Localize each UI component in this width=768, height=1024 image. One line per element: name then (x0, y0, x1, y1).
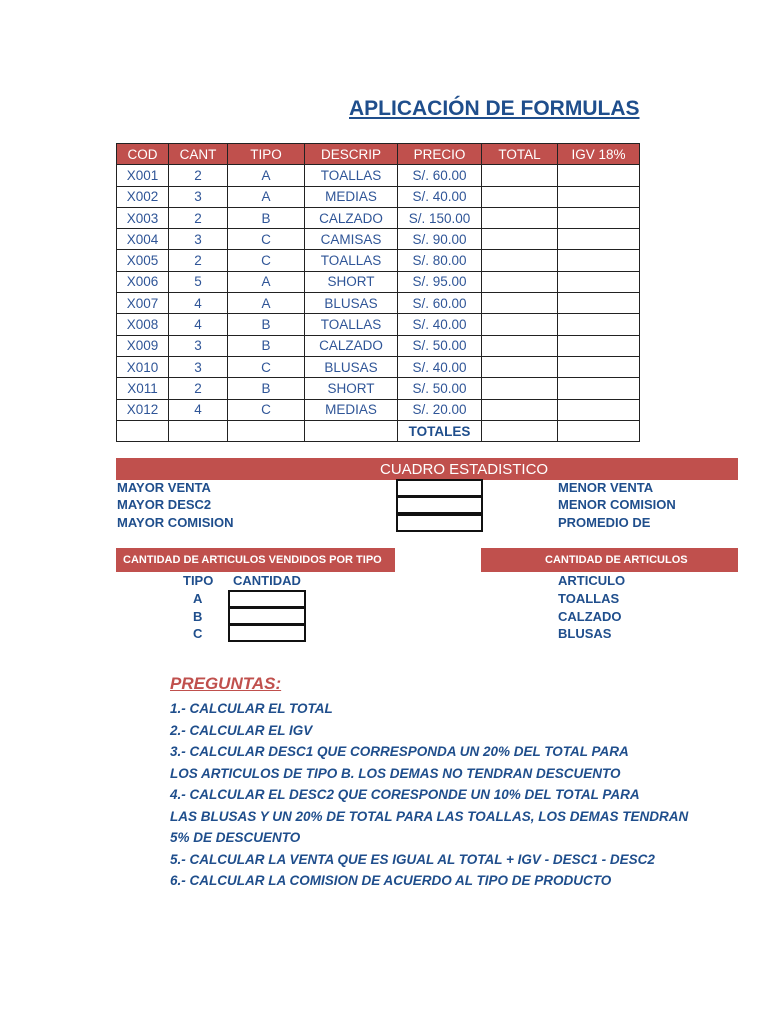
cell-cod[interactable]: X011 (117, 378, 169, 399)
col-header-total: TOTAL (482, 144, 558, 165)
cell-precio[interactable]: S/. 60.00 (398, 293, 482, 314)
cell-cod[interactable]: X002 (117, 186, 169, 207)
table-row (117, 314, 640, 335)
cell-cant[interactable]: 3 (169, 356, 228, 377)
by-type-col-tipo: TIPO (183, 573, 214, 588)
cell-total[interactable] (482, 165, 558, 186)
cell-descrip[interactable]: CALZADO (305, 207, 398, 228)
table-row (117, 186, 640, 207)
by-article-title: CANTIDAD DE ARTICULOS (545, 554, 688, 566)
question-line: 5% DE DESCUENTO (170, 830, 301, 845)
cell-precio[interactable]: S/. 50.00 (398, 378, 482, 399)
cell-igv[interactable] (558, 356, 640, 377)
cell-descrip[interactable]: BLUSAS (305, 356, 398, 377)
cell-total[interactable] (482, 378, 558, 399)
cell-cod[interactable]: X008 (117, 314, 169, 335)
cell-tipo[interactable]: C (228, 229, 305, 250)
col-header-precio: PRECIO (398, 144, 482, 165)
stat-label-mayor-comision: MAYOR COMISION (117, 515, 234, 530)
cell-total[interactable] (482, 271, 558, 292)
cell-precio[interactable]: S/. 20.00 (398, 399, 482, 420)
cell-total[interactable] (482, 356, 558, 377)
cell-cod[interactable]: X003 (117, 207, 169, 228)
stat-label-menor-venta: MENOR VENTA (558, 480, 654, 495)
cell-igv[interactable] (558, 271, 640, 292)
totals-cell[interactable] (558, 420, 640, 441)
cell-igv[interactable] (558, 378, 640, 399)
by-article-label-calzado: CALZADO (558, 609, 622, 624)
cell-cod[interactable]: X007 (117, 293, 169, 314)
cell-descrip[interactable]: TOALLAS (305, 250, 398, 271)
cell-tipo[interactable]: B (228, 335, 305, 356)
cell-cant[interactable]: 3 (169, 186, 228, 207)
table-row (117, 207, 640, 228)
cell-descrip[interactable]: CALZADO (305, 335, 398, 356)
cell-igv[interactable] (558, 293, 640, 314)
cell-cant[interactable]: 4 (169, 314, 228, 335)
cell-tipo[interactable]: A (228, 271, 305, 292)
cell-igv[interactable] (558, 207, 640, 228)
cell-total[interactable] (482, 399, 558, 420)
cell-tipo[interactable]: C (228, 399, 305, 420)
table-row (117, 378, 640, 399)
question-line: LAS BLUSAS Y UN 20% DE TOTAL PARA LAS TOALLAS, LOS DEMAS TENDRAN (170, 808, 689, 824)
cell-cant[interactable]: 5 (169, 271, 228, 292)
by-type-cell-a[interactable] (228, 590, 306, 608)
question-line: 6.- CALCULAR LA COMISION DE ACUERDO AL TIPO DE PRODUCTO (170, 873, 612, 888)
stat-cell-mayor-comision[interactable] (396, 514, 483, 532)
cell-cod[interactable]: X010 (117, 356, 169, 377)
cell-igv[interactable] (558, 229, 640, 250)
cell-descrip[interactable]: CAMISAS (305, 229, 398, 250)
table-row (117, 335, 640, 356)
cell-precio[interactable]: S/. 80.00 (398, 250, 482, 271)
stat-label-mayor-desc2: MAYOR DESC2 (117, 497, 212, 512)
cell-cod[interactable]: X006 (117, 271, 169, 292)
cell-precio[interactable]: S/. 40.00 (398, 186, 482, 207)
questions-heading: PREGUNTAS: (170, 674, 282, 693)
cell-precio[interactable]: S/. 40.00 (398, 356, 482, 377)
stat-label-mayor-venta: MAYOR VENTA (117, 480, 211, 495)
cell-total[interactable] (482, 293, 558, 314)
by-type-title: CANTIDAD DE ARTICULOS VENDIDOS POR TIPO (123, 554, 382, 566)
table-row (117, 250, 640, 271)
cell-precio[interactable]: S/. 95.00 (398, 271, 482, 292)
cell-descrip[interactable]: SHORT (305, 271, 398, 292)
question-line: 3.- CALCULAR DESC1 QUE CORRESPONDA UN 20% DEL TOTAL PARA (170, 744, 629, 759)
question-line: LOS ARTICULOS DE TIPO B. LOS DEMAS NO TENDRAN DESCUENTO (170, 765, 621, 781)
col-header-cod: COD (117, 144, 169, 165)
totals-cell[interactable] (305, 420, 398, 441)
cell-igv[interactable] (558, 314, 640, 335)
cell-igv[interactable] (558, 399, 640, 420)
stat-label-promedio: PROMEDIO DE (558, 515, 651, 530)
question-line: 1.- CALCULAR EL TOTAL (170, 701, 333, 716)
cell-descrip[interactable]: MEDIAS (305, 399, 398, 420)
cell-igv[interactable] (558, 165, 640, 186)
by-type-col-cantidad: CANTIDAD (233, 573, 301, 588)
cell-total[interactable] (482, 229, 558, 250)
by-type-title-bar (116, 548, 395, 572)
by-article-label-toallas: TOALLAS (558, 591, 620, 606)
cell-cant[interactable]: 4 (169, 399, 228, 420)
cell-precio[interactable]: S/. 40.00 (398, 314, 482, 335)
table-header-row (117, 144, 640, 165)
by-type-cell-c[interactable] (228, 624, 306, 642)
cell-descrip[interactable]: SHORT (305, 378, 398, 399)
cell-cant[interactable]: 3 (169, 335, 228, 356)
cell-cant[interactable]: 2 (169, 250, 228, 271)
table-row (117, 229, 640, 250)
cell-cod[interactable]: X001 (117, 165, 169, 186)
cell-tipo[interactable]: B (228, 207, 305, 228)
totals-cell[interactable] (169, 420, 228, 441)
totals-cell[interactable] (482, 420, 558, 441)
cell-cant[interactable]: 2 (169, 165, 228, 186)
by-article-col-articulo: ARTICULO (558, 573, 626, 588)
table-row (117, 271, 640, 292)
cell-cant[interactable]: 2 (169, 207, 228, 228)
cell-igv[interactable] (558, 186, 640, 207)
cell-total[interactable] (482, 335, 558, 356)
totals-cell[interactable] (117, 420, 169, 441)
cell-precio[interactable]: S/. 50.00 (398, 335, 482, 356)
cell-total[interactable] (482, 207, 558, 228)
table-row (117, 293, 640, 314)
cell-cod[interactable]: X004 (117, 229, 169, 250)
cell-tipo[interactable]: A (228, 186, 305, 207)
cell-tipo[interactable]: B (228, 378, 305, 399)
stat-label-menor-comision: MENOR COMISION (558, 497, 676, 512)
cell-igv[interactable] (558, 250, 640, 271)
cell-descrip[interactable]: TOALLAS (305, 165, 398, 186)
totals-label: TOTALES (398, 420, 482, 441)
by-type-label-b: B (193, 609, 203, 624)
by-article-title-bar (481, 548, 738, 572)
by-type-cell-b[interactable] (228, 607, 306, 625)
cell-tipo[interactable]: A (228, 293, 305, 314)
cell-descrip[interactable]: TOALLAS (305, 314, 398, 335)
col-header-cant: CANT (169, 144, 228, 165)
cell-tipo[interactable]: C (228, 250, 305, 271)
products-table (116, 143, 640, 442)
questions-list (170, 701, 689, 895)
totals-cell[interactable] (228, 420, 305, 441)
col-header-descrip: DESCRIP (305, 144, 398, 165)
by-article-label-blusas: BLUSAS (558, 626, 612, 641)
cell-cant[interactable]: 3 (169, 229, 228, 250)
page-title: APLICACIÓN DE FORMULAS (349, 97, 640, 120)
table-row (117, 399, 640, 420)
stats-title-bar (116, 458, 738, 480)
cell-total[interactable] (482, 186, 558, 207)
cell-tipo[interactable]: C (228, 356, 305, 377)
stat-cell-mayor-venta[interactable] (396, 479, 483, 497)
cell-descrip[interactable]: BLUSAS (305, 293, 398, 314)
table-row (117, 356, 640, 377)
cell-tipo[interactable]: B (228, 314, 305, 335)
cell-tipo[interactable]: A (228, 165, 305, 186)
cell-precio[interactable]: S/. 60.00 (398, 165, 482, 186)
stats-title: CUADRO ESTADISTICO (380, 461, 549, 478)
cell-precio[interactable]: S/. 90.00 (398, 229, 482, 250)
totals-row (117, 420, 640, 441)
by-type-label-c: C (193, 626, 203, 641)
cell-descrip[interactable]: MEDIAS (305, 186, 398, 207)
cell-precio[interactable]: S/. 150.00 (398, 207, 482, 228)
cell-cant[interactable]: 4 (169, 293, 228, 314)
question-line: 4.- CALCULAR EL DESC2 QUE CORESPONDE UN 10% DEL TOTAL PARA (170, 787, 640, 802)
table-row (117, 165, 640, 186)
by-type-label-a: A (193, 591, 203, 606)
stat-cell-mayor-desc2[interactable] (396, 496, 483, 514)
cell-total[interactable] (482, 314, 558, 335)
cell-igv[interactable] (558, 335, 640, 356)
col-header-igv: IGV 18% (558, 144, 640, 165)
cell-cod[interactable]: X005 (117, 250, 169, 271)
cell-cant[interactable]: 2 (169, 378, 228, 399)
col-header-tipo: TIPO (228, 144, 305, 165)
cell-cod[interactable]: X012 (117, 399, 169, 420)
question-line: 5.- CALCULAR LA VENTA QUE ES IGUAL AL TOTAL + IGV - DESC1 - DESC2 (170, 851, 655, 867)
cell-cod[interactable]: X009 (117, 335, 169, 356)
cell-total[interactable] (482, 250, 558, 271)
question-line: 2.- CALCULAR EL IGV (170, 722, 313, 738)
